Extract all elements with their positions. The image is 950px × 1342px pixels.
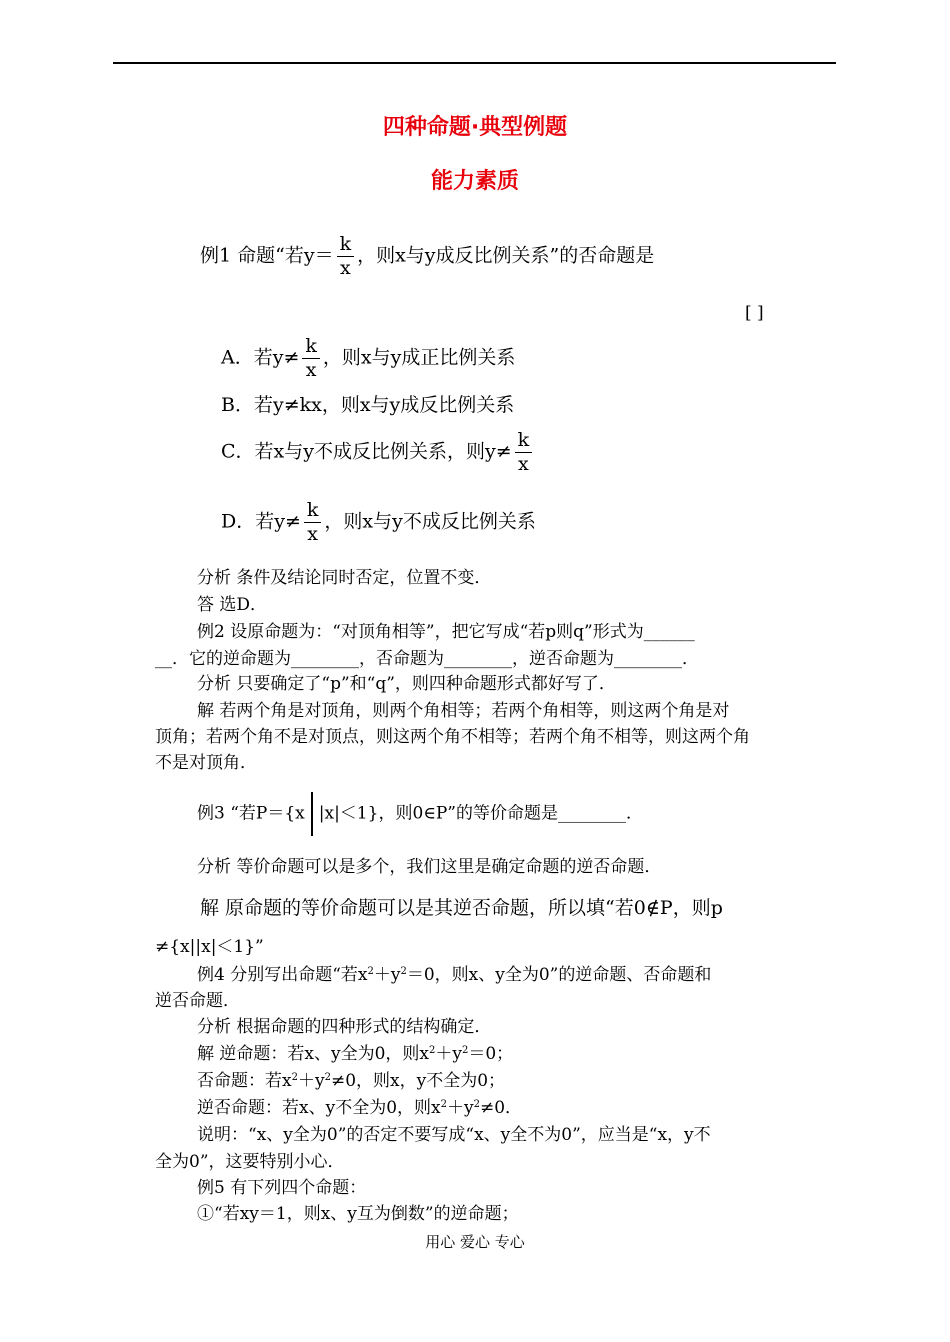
- ex2-solution-3: 不是对顶角．: [155, 753, 257, 773]
- ex2-line-2: __．它的逆命题为________，否命题为________，逆否命题为________．: [155, 649, 699, 669]
- ex4-stem-2: 逆否命题．: [155, 991, 240, 1011]
- header-rule: [113, 62, 836, 64]
- ex3-solution-2: ≠{x||x|＜1}”: [155, 937, 264, 957]
- ex4-converse: 解 逆命题：若x、y全为0，则$x^2+y^2=0$；: [197, 1044, 514, 1064]
- ex5-item-1: ①“若xy＝1，则x、y互为倒数”的逆命题；: [197, 1204, 519, 1224]
- fraction-k-over-x: $\frac{k}{x}$: [304, 500, 322, 545]
- ex4-contrapositive: 逆否命题：若x、y不全为0，则$x^2+y^2\ne 0$．: [197, 1098, 523, 1118]
- fraction-k-over-x: $\frac{k}{x}$: [302, 336, 320, 381]
- ex2-solution-1: 解 若两个角是对顶角，则两个角相等；若两个角相等，则这两个角是对: [197, 701, 730, 721]
- answer-bracket: [ ]: [745, 303, 764, 323]
- ex1-analysis: 分析 条件及结论同时否定，位置不变．: [197, 568, 492, 588]
- ex5-stem: 例5 有下列四个命题：: [197, 1178, 367, 1198]
- option-d: D．若y≠ $\frac{k}{x}$ ，则x与y不成反比例关系: [221, 499, 536, 545]
- page-footer: 用心 爱心 专心: [425, 1233, 525, 1251]
- ex3-solution-1: 解 原命题的等价命题可以是其逆否命题，所以填“若0∉P，则p: [200, 897, 723, 919]
- ex4-analysis: 分析 根据命题的四种形式的结构确定．: [197, 1017, 492, 1037]
- ex4-note-1: 说明：“x、y全为0”的否定不要写成“x、y全不为0”，应当是“x，y不: [197, 1125, 711, 1145]
- ex4-note-2: 全为0”，这要特别小心．: [155, 1152, 345, 1172]
- page-title: 四种命题·典型例题: [382, 115, 568, 140]
- ex3-stem: 例3 “若P＝{x |x|＜1}，则0∈P”的等价命题是________．: [197, 792, 643, 836]
- ex3-analysis: 分析 等价命题可以是多个，我们这里是确定命题的逆否命题．: [197, 857, 662, 877]
- fraction-k-over-x: $\frac{k}{x}$: [337, 234, 355, 279]
- option-b: B．若y≠kx，则x与y成反比例关系: [221, 394, 515, 416]
- ex2-line-1: 例2 设原命题为：“对顶角相等”，把它写成“若p则q”形式为______: [197, 622, 695, 642]
- ex4-inverse: 否命题：若$x^2+y^2\ne 0$，则x，y不全为0；: [197, 1071, 506, 1091]
- ex1-answer: 答 选D．: [197, 595, 268, 615]
- fraction-k-over-x: $\frac{k}{x}$: [515, 430, 533, 475]
- set-divider-bar: [311, 792, 313, 836]
- ex4-stem-1: 例4 分别写出命题“若$x^2+y^2=0$，则x、y全为0”的逆命题、否命题和: [197, 965, 712, 985]
- section-title: 能力素质: [430, 169, 519, 194]
- ex2-analysis: 分析 只要确定了“p”和“q”，则四种命题形式都好写了．: [197, 674, 616, 694]
- ex1-stem: 例1 命题“若y＝ $\frac{k}{x}$ ，则x与y成反比例关系”的否命题是: [200, 233, 655, 279]
- option-a: A．若y≠ $\frac{k}{x}$ ，则x与y成正比例关系: [221, 335, 516, 381]
- ex2-solution-2: 顶角；若两个角不是对顶点，则这两个角不相等；若两个角不相等，则这两个角: [155, 727, 750, 747]
- option-c: C．若x与y不成反比例关系，则y≠ $\frac{k}{x}$: [221, 430, 535, 475]
